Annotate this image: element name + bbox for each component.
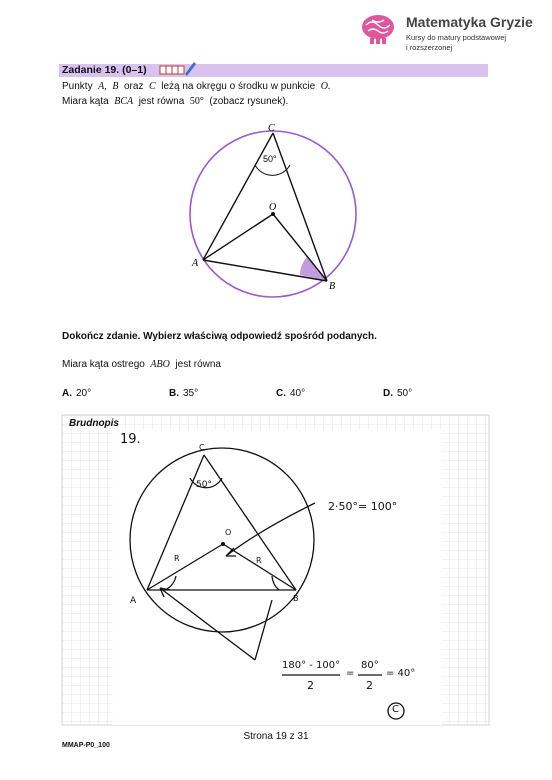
document-code: MMAP-P0_100 (62, 742, 110, 749)
task-title: Zadanie 19. (0–1) (62, 64, 147, 76)
brand-tagline: Kursy do matury podstawowej i rozszerzonej (406, 33, 507, 52)
question: Miara kąta ostrego ABO jest równa (62, 359, 221, 370)
problem-line-2: Miara kąta BCA jest równa 50° (zobacz rysunek). (62, 96, 289, 107)
hw-task-number: 19. (120, 432, 141, 447)
fig-label-C: C (268, 123, 275, 134)
option-b[interactable]: B. 35° (169, 388, 199, 399)
hw-note-double-angle: 2·50°= 100° (328, 500, 398, 513)
hw-label-A: A (130, 596, 137, 606)
hw-answer: C (392, 704, 399, 715)
hw-r-left: R (174, 554, 180, 563)
hw-result: = 40° (386, 668, 416, 679)
hw-equals-1: = (346, 668, 355, 679)
problem-line-1: Punkty A, B oraz C leżą na okręgu o środku w punkcie O. (62, 81, 331, 92)
brand-name: Matematyka Gryzie (406, 14, 533, 30)
option-a[interactable]: A. 20° (62, 388, 92, 399)
hw-label-O: O (225, 528, 232, 537)
option-d[interactable]: D. 50° (383, 388, 413, 399)
hw-numerator-1: 180° - 100° (282, 660, 341, 671)
hw-denominator-2: 2 (366, 679, 373, 692)
scratch-heading: Brudnopis (69, 418, 119, 429)
page-number: Strona 19 z 31 (243, 731, 309, 742)
scratch-blank (113, 430, 442, 725)
instruction: Dokończ zdanie. Wybierz właściwą odpowiedź spośród podanych. (62, 331, 377, 342)
hw-label-C: C (199, 443, 205, 452)
fig-angle-label: 50° (263, 154, 277, 164)
fig-label-B: B (329, 281, 336, 292)
hw-denominator-1: 2 (307, 679, 314, 692)
hw-numerator-2: 80° (361, 660, 379, 671)
fig-label-O: O (269, 202, 277, 213)
hw-r-right: R (256, 556, 262, 565)
hw-label-B: B (293, 594, 299, 603)
hw-angle: 50° (196, 480, 212, 490)
fig-label-A: A (192, 258, 199, 269)
option-c[interactable]: C. 40° (276, 388, 306, 399)
